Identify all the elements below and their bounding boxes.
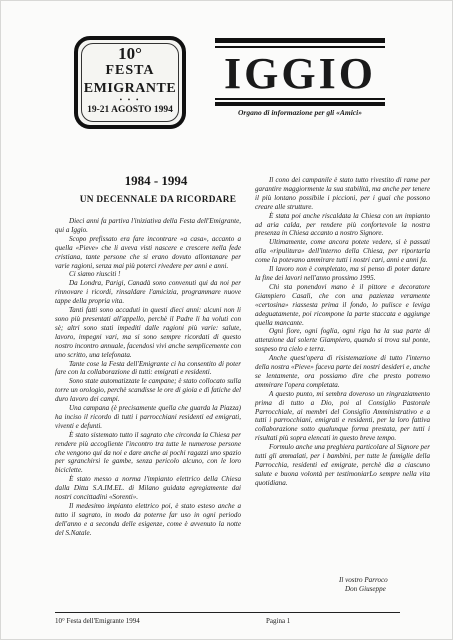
paragraph: Tante cose la Festa dell'Emigrante ci ha consentito di poter fare con la collaborazione di tutti: emigrati e residenti. [55, 359, 241, 377]
signature [339, 576, 388, 594]
masthead [215, 38, 385, 120]
footer-rule [55, 612, 400, 613]
paragraph: Anche quest'opera di risistemazione di tutto l'interno della nostra «Pieve» faceva parte dei nostri desideri e, anche se lentamente, ora possiamo dire che presto potremo ammirare l'opera completata. [255, 354, 430, 389]
paragraph: È stata poi anche riscaldata la Chiesa con un impianto ad aria calda, per rendere più confortevole la nostra presenza in Chiesa accanto a nostro Signore. [255, 211, 430, 238]
paragraph: Una campana (è precisamente quella che guarda la Piazza) ha inciso il ricordo di tutti i parrocchiani residenti ed emigrati, viventi e defunti. [55, 404, 241, 430]
footer-left: 10° Festa dell'Emigrante 1994 [55, 617, 140, 625]
masthead-title: IGGIO [224, 49, 376, 98]
masthead-rule-bottom-thin [215, 98, 385, 100]
festa-badge [74, 36, 186, 129]
paragraph: Sono state automatizzate le campane; è stato collocato sulla torre un orologio, perchè scandisse le ore di gioia e di fatiche del duro lavoro dei campi. [55, 377, 241, 404]
article-column-right [255, 176, 430, 488]
paragraph: Ultimamente, come ancora potete vedere, si è passati alla «ripulitura» dell'interno della Chiesa, per riportarla come la potevano ammirare tutti i nostri cari, anni e anni fa. [255, 238, 430, 265]
badge-ornament: • • • [119, 96, 141, 104]
signature-name: Don Giuseppe [345, 585, 386, 593]
paragraph: Formulo anche una preghiera particolare al Signore per tutti gli ammalati, per i bambini, per tutte le famiglie della Parrocchia, residenti ed emigrate, perchè dia a ciascuno salute e buona volontà per testimoniarLo sempre nella vita quotidiana. [255, 443, 430, 487]
paragraph: Chi sta ponendovi mano è il pittore e decoratore Giampiero Casali, che con una pazienza veramente «certosina» riassesta prima il fondo, lo pulisce e leviga adeguatamente, poi ricompone la parte staccata e aggiunge quella mancante. [255, 282, 430, 327]
masthead-rule-top [215, 38, 385, 43]
masthead-rule-bottom [215, 102, 385, 106]
paragraph: Il medesimo impianto elettrico poi, è stato esteso anche a tutto il sagrato, in modo da poterne far uso in ogni periodo dell'anno e a seconda delle esigenze, come è avvenuto la notte del S.Natale. [55, 502, 241, 537]
badge-edition: 10° [118, 44, 142, 63]
paragraph: Da Londra, Parigi, Canadà sono convenuti qui da noi per rinnovare i ricordi, rinsaldare l'amicizia, programmare nuove tappe della propria vita. [55, 279, 241, 306]
paragraph: È stato sistemato tutto il sagrato che circonda la Chiesa per rendere più accogliente l'incontro tra tutte le numerose persone che vengono qui da noi e dare anche ai pochi ragazzi uno spazio per sgranchirsi le gambe, senza pericolo alcuno, con le loro biciclette. [55, 430, 241, 475]
page-number: Pagina 1 [266, 617, 291, 625]
article-column-left [55, 217, 241, 538]
article-heading: UN DECENNALE DA RICORDARE [79, 195, 237, 205]
paragraph: A questo punto, mi sembra doveroso un ringraziamento prima di tutto a Dio, poi al Consiglio Pastorale Parrocchiale, ai membri del Consiglio Amministrativo e a tutti i parrocchiani, emigrati e residenti, per la loro fattiva collaborazione sotto qualunque forma prestata, per tutti i risultati più sopra elencati in questo breve tempo. [255, 389, 430, 443]
paragraph: Scopo prefissato era fare incontrare «a casa», accanto a quella «Pieve» che li aveva visti nascere e crescere nella fede cristiana, tante persone che si erano dovuto allontanare per varie ragioni, senza mai più poterci rivedere per anni e anni. [55, 234, 241, 270]
masthead-rule-top-thin [215, 46, 385, 48]
masthead-subtitle: Organo di informazione per gli «Amici» [238, 108, 362, 117]
signature-role: Il vostro Parroco [339, 576, 388, 584]
badge-dates: 19-21 AGOSTO 1994 [87, 105, 173, 115]
paragraph: Ci siamo riusciti ! [69, 270, 121, 279]
paragraph: Ogni fiore, ogni foglia, ogni riga ha la sua parte di attenzione dal solerte Giampiero, quando si trova sul ponte, sospeso tra cielo e terra. [255, 327, 430, 354]
article-years: 1984 - 1994 [124, 173, 188, 188]
paragraph: Dieci anni fa partiva l'iniziativa della Festa dell'Emigrante, qui a Iggio. [55, 217, 241, 234]
paragraph: Il cono dei campanile è stato tutto rivestito di rame per garantire maggiormente la sua stabilità, ma anche per tenere il più lontano possibile i piccioni, per i guai che possono creare alle strutture. [255, 176, 430, 211]
badge-line2: EMIGRANTE [83, 81, 177, 96]
paragraph: È stato messo a norma l'impianto elettrico della Chiesa dalla Ditta S.A.IM.EL. di Milano guidata egregiamente dai nostri concittadini «Sorenti». [55, 475, 241, 502]
paragraph: Il lavoro non è completato, ma si penso di poter datare la fine dei lavori nell'anno prossimo 1995. [255, 265, 430, 282]
badge-line1: FESTA [105, 63, 155, 78]
paragraph: Tanti fatti sono accaduti in questi dieci anni: alcuni non li sono più presentati all'appello, perchè il Padre li ha voluti con sè; altri sono stati impediti dalle ragioni più varie: salute, lavoro, impegni vari, ma si sono sempre ricordati di questo nostro incontro annuale, facendosi vivi anche semplicemente con uno scritto, una telefonata. [55, 306, 241, 359]
